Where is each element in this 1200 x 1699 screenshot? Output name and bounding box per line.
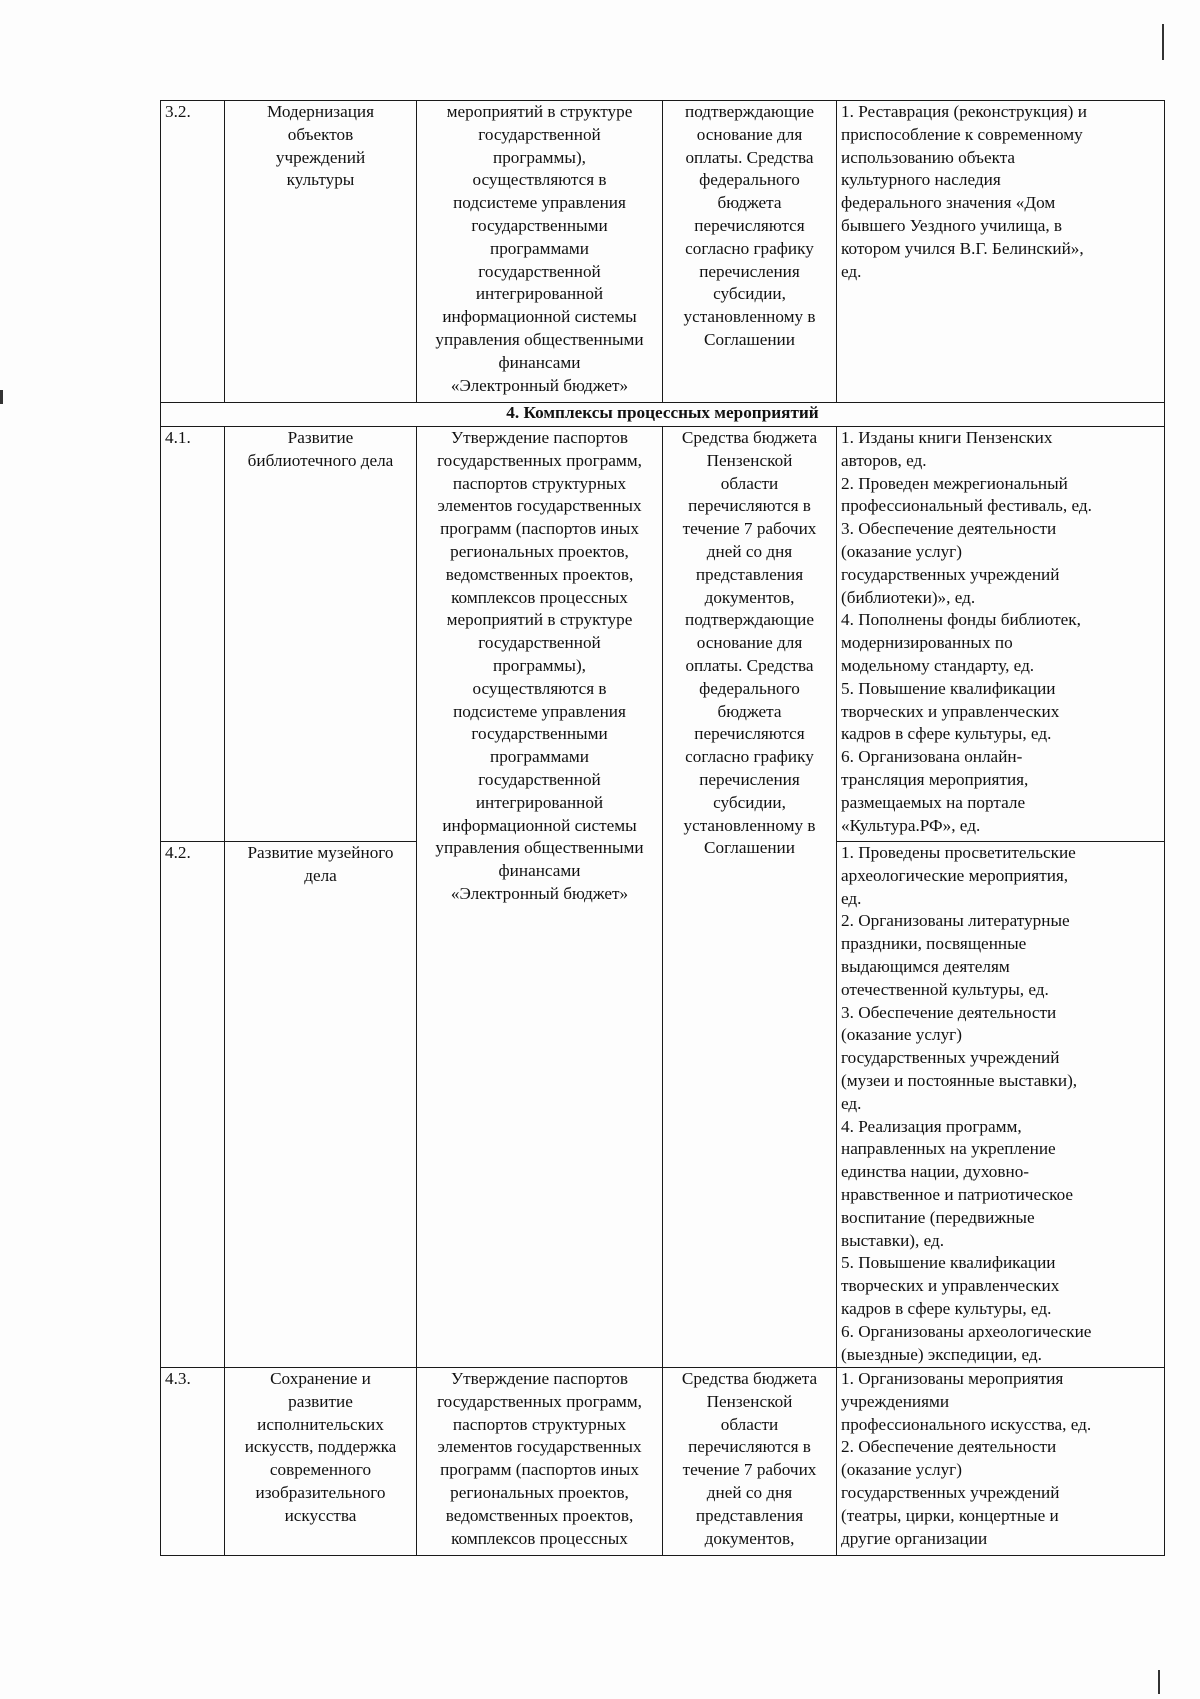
section-title: 4. Комплексы процессных мероприятий bbox=[161, 403, 1165, 427]
text-line: модернизированных по bbox=[841, 633, 1013, 653]
text-line: финансами bbox=[498, 352, 581, 372]
text-line: изобразительного bbox=[255, 1482, 386, 1502]
table-row bbox=[161, 101, 1165, 403]
text-line: ед. bbox=[841, 1093, 862, 1113]
text-line: подсистеме управления bbox=[453, 193, 626, 213]
text-line: Пензенской bbox=[706, 450, 793, 470]
text-line: представления bbox=[695, 1505, 804, 1525]
text-line: котором учился В.Г. Белинский», bbox=[841, 238, 1084, 258]
text-line: государственной bbox=[478, 124, 601, 144]
row-number-cell bbox=[161, 101, 225, 403]
text-line: учреждений bbox=[275, 147, 366, 167]
row-number: 3.2. bbox=[165, 102, 191, 121]
text-line: элементов государственных bbox=[437, 1437, 642, 1457]
text-line: паспортов структурных bbox=[452, 473, 627, 493]
text-line: государственных учреждений bbox=[841, 564, 1060, 584]
scan-edge-mark bbox=[0, 390, 3, 404]
text-line: информационной системы bbox=[442, 815, 637, 835]
text-line: комплексов процессных bbox=[451, 1528, 628, 1548]
table-row bbox=[161, 427, 1165, 842]
text-line: исполнительских bbox=[257, 1414, 384, 1434]
text-line: культуры bbox=[286, 170, 355, 190]
text-line: Соглашении bbox=[704, 329, 795, 349]
text-line: программы), bbox=[493, 655, 586, 675]
text-line: программами bbox=[490, 238, 589, 258]
text-line: документов, bbox=[704, 587, 795, 607]
text-line: единства нации, духовно- bbox=[841, 1162, 1030, 1182]
text-line: отечественной культуры, ед. bbox=[841, 979, 1049, 999]
program-measures-table bbox=[160, 100, 1165, 1556]
text-line: информационной системы bbox=[442, 307, 637, 327]
text-line: модельному стандарту, ед. bbox=[841, 655, 1035, 675]
text-line: выставки), ед. bbox=[841, 1230, 945, 1250]
text-line: дела bbox=[304, 865, 337, 885]
text-line: бывшего Уездного училища, в bbox=[841, 215, 1063, 235]
text-line: 4. Пополнены фонды библиотек, bbox=[841, 610, 1081, 630]
text-line: области bbox=[720, 1414, 779, 1434]
text-line: элементов государственных bbox=[437, 496, 642, 516]
text-line: направленных на укрепление bbox=[841, 1139, 1056, 1159]
text-line: установленному в bbox=[683, 307, 816, 327]
text-line: комплексов процессных bbox=[451, 587, 628, 607]
text-line: финансами bbox=[498, 861, 581, 881]
text-line: управления общественными bbox=[435, 329, 644, 349]
row-number: 4.1. bbox=[165, 428, 191, 447]
text-line: мероприятий в структуре bbox=[446, 102, 633, 121]
text-line: субсидии, bbox=[713, 284, 786, 304]
text-line: региональных проектов, bbox=[450, 1482, 629, 1502]
text-line: современного bbox=[269, 1460, 372, 1480]
text-line: (библиотеки)», ед. bbox=[841, 587, 976, 607]
text-line: искусства bbox=[284, 1505, 357, 1525]
text-line: государственной bbox=[478, 769, 601, 789]
text-line: 6. Организована онлайн- bbox=[841, 747, 1023, 767]
text-line: авторов, ед. bbox=[841, 450, 927, 470]
text-line: учреждениями bbox=[841, 1391, 950, 1411]
text-line: основание для bbox=[696, 633, 803, 653]
text-line: «Электронный бюджет» bbox=[450, 375, 629, 395]
text-line: размещаемых на портале bbox=[841, 792, 1026, 812]
text-line: воспитание (передвижные bbox=[841, 1207, 1035, 1227]
text-line: ведомственных проектов, bbox=[445, 1505, 634, 1525]
text-line: Утверждение паспортов bbox=[450, 1369, 629, 1388]
text-line: оплаты. Средства bbox=[685, 147, 814, 167]
text-line: ведомственных проектов, bbox=[445, 564, 634, 584]
text-line: дней со дня bbox=[706, 1482, 793, 1502]
text-line: Утверждение паспортов bbox=[450, 428, 629, 447]
text-line: бюджета bbox=[717, 193, 782, 213]
text-line: ед. bbox=[841, 261, 862, 281]
text-line: течение 7 рабочих bbox=[682, 1460, 817, 1480]
text-line: осуществляются в bbox=[472, 170, 607, 190]
text-line: региональных проектов, bbox=[450, 541, 629, 561]
text-line: кадров в сфере культуры, ед. bbox=[841, 724, 1052, 744]
text-line: Пензенской bbox=[706, 1391, 793, 1411]
text-line: перечисляются bbox=[694, 724, 805, 744]
text-line: государственных программ, bbox=[437, 1391, 642, 1411]
text-line: перечисляются bbox=[694, 215, 805, 235]
text-line: Соглашении bbox=[704, 838, 795, 858]
results-cell bbox=[837, 1368, 1165, 1556]
results-cell bbox=[837, 427, 1165, 842]
text-line: Средства бюджета bbox=[681, 1369, 818, 1388]
row-number-cell bbox=[161, 1368, 225, 1556]
scan-edge-mark bbox=[1162, 24, 1164, 60]
text-line: перечисляются в bbox=[688, 1437, 811, 1457]
text-line: (музеи и постоянные выставки), bbox=[841, 1070, 1078, 1090]
text-line: объектов bbox=[287, 124, 354, 144]
text-line: 1. Организованы мероприятия bbox=[841, 1369, 1064, 1388]
text-line: перечисления bbox=[699, 261, 800, 281]
text-line: профессиональный фестиваль, ед. bbox=[841, 496, 1092, 516]
text-line: праздники, посвященные bbox=[841, 934, 1027, 954]
section-row bbox=[161, 403, 1165, 427]
row-number-cell bbox=[161, 427, 225, 842]
text-line: творческих и управленческих bbox=[841, 701, 1060, 721]
table-row bbox=[161, 1368, 1165, 1556]
mechanism-cell bbox=[417, 427, 663, 1368]
row-number: 4.2. bbox=[165, 843, 191, 862]
text-line: приспособление к современному bbox=[841, 124, 1083, 144]
text-line: федерального bbox=[699, 170, 800, 190]
text-line: Сохранение и bbox=[270, 1369, 371, 1388]
text-line: программ (паспортов иных bbox=[440, 519, 639, 539]
text-line: государственной bbox=[478, 633, 601, 653]
text-line: государственной bbox=[478, 261, 601, 281]
measure-name-cell bbox=[225, 1368, 417, 1556]
text-line: оплаты. Средства bbox=[685, 655, 814, 675]
text-line: 5. Повышение квалификации bbox=[841, 1253, 1056, 1273]
text-line: другие организации bbox=[841, 1528, 988, 1548]
text-line: течение 7 рабочих bbox=[682, 519, 817, 539]
text-line: подтверждающие bbox=[685, 610, 814, 630]
text-line: «Электронный бюджет» bbox=[450, 883, 629, 903]
text-line: (оказание услуг) bbox=[841, 541, 962, 561]
text-line: основание для bbox=[696, 124, 803, 144]
measure-name-cell bbox=[225, 427, 417, 842]
text-line: 1. Изданы книги Пензенских bbox=[841, 428, 1053, 447]
text-line: библиотечного дела bbox=[247, 450, 394, 470]
text-line: 1. Реставрация (реконструкция) и bbox=[841, 102, 1087, 121]
row-number: 4.3. bbox=[165, 1369, 191, 1388]
text-line: 2. Организованы литературные bbox=[841, 911, 1070, 931]
text-line: «Культура.РФ», ед. bbox=[841, 815, 981, 835]
mechanism-cell bbox=[417, 101, 663, 403]
funding-cell bbox=[663, 427, 837, 1368]
text-line: 5. Повышение квалификации bbox=[841, 678, 1056, 698]
results-cell bbox=[837, 101, 1165, 403]
text-line: кадров в сфере культуры, ед. bbox=[841, 1298, 1052, 1318]
text-line: нравственное и патриотическое bbox=[841, 1184, 1074, 1204]
text-line: профессионального искусства, ед. bbox=[841, 1414, 1092, 1434]
text-line: (выездные) экспедиции, ед. bbox=[841, 1344, 1042, 1364]
text-line: государственными bbox=[471, 215, 608, 235]
text-line: 4. Реализация программ, bbox=[841, 1116, 1022, 1136]
text-line: 2. Проведен межрегиональный bbox=[841, 473, 1068, 493]
text-line: дней со дня bbox=[706, 541, 793, 561]
text-line: бюджета bbox=[717, 701, 782, 721]
text-line: выдающимся деятелям bbox=[841, 956, 1010, 976]
text-line: интегрированной bbox=[475, 792, 604, 812]
text-line: интегрированной bbox=[475, 284, 604, 304]
row-number-cell bbox=[161, 842, 225, 1368]
text-line: управления общественными bbox=[435, 838, 644, 858]
text-line: Средства бюджета bbox=[681, 428, 818, 447]
text-line: трансляция мероприятия, bbox=[841, 769, 1029, 789]
text-line: ед. bbox=[841, 888, 862, 908]
text-line: документов, bbox=[704, 1528, 795, 1548]
text-line: области bbox=[720, 473, 779, 493]
text-line: государственных программ, bbox=[437, 450, 642, 470]
text-line: 1. Проведены просветительские bbox=[841, 843, 1076, 862]
measure-name-cell bbox=[225, 101, 417, 403]
text-line: Развитие музейного bbox=[247, 843, 394, 862]
text-line: мероприятий в структуре bbox=[446, 610, 633, 630]
text-line: использованию объекта bbox=[841, 147, 1016, 167]
text-line: 6. Организованы археологические bbox=[841, 1321, 1092, 1341]
text-line: 3. Обеспечение деятельности bbox=[841, 519, 1057, 539]
text-line: (оказание услуг) bbox=[841, 1460, 962, 1480]
text-line: программ (паспортов иных bbox=[440, 1460, 639, 1480]
text-line: осуществляются в bbox=[472, 678, 607, 698]
text-line: подтверждающие bbox=[685, 102, 814, 121]
text-line: программы), bbox=[493, 147, 586, 167]
text-line: государственными bbox=[471, 724, 608, 744]
text-line: паспортов структурных bbox=[452, 1414, 627, 1434]
text-line: творческих и управленческих bbox=[841, 1276, 1060, 1296]
scan-edge-mark bbox=[1158, 1670, 1160, 1694]
text-line: (оказание услуг) bbox=[841, 1025, 962, 1045]
text-line: (театры, цирки, концертные и bbox=[841, 1505, 1059, 1525]
text-line: подсистеме управления bbox=[453, 701, 626, 721]
text-line: перечисления bbox=[699, 769, 800, 789]
text-line: федерального значения «Дом bbox=[841, 193, 1056, 213]
text-line: государственных учреждений bbox=[841, 1048, 1060, 1068]
text-line: 3. Обеспечение деятельности bbox=[841, 1002, 1057, 1022]
text-line: развитие bbox=[288, 1391, 353, 1411]
text-line: программами bbox=[490, 747, 589, 767]
measure-name-cell bbox=[225, 842, 417, 1368]
text-line: Модернизация bbox=[266, 102, 375, 121]
text-line: федерального bbox=[699, 678, 800, 698]
text-line: согласно графику bbox=[685, 238, 814, 258]
funding-cell bbox=[663, 1368, 837, 1556]
text-line: государственных учреждений bbox=[841, 1482, 1060, 1502]
results-cell bbox=[837, 842, 1165, 1368]
text-line: субсидии, bbox=[713, 792, 786, 812]
text-line: культурного наследия bbox=[841, 170, 1001, 190]
text-line: Развитие bbox=[287, 428, 354, 447]
text-line: археологические мероприятия, bbox=[841, 865, 1069, 885]
text-line: перечисляются в bbox=[688, 496, 811, 516]
text-line: согласно графику bbox=[685, 747, 814, 767]
text-line: искусств, поддержка bbox=[244, 1437, 397, 1457]
text-line: установленному в bbox=[683, 815, 816, 835]
text-line: 2. Обеспечение деятельности bbox=[841, 1437, 1057, 1457]
mechanism-cell bbox=[417, 1368, 663, 1556]
funding-cell bbox=[663, 101, 837, 403]
text-line: представления bbox=[695, 564, 804, 584]
